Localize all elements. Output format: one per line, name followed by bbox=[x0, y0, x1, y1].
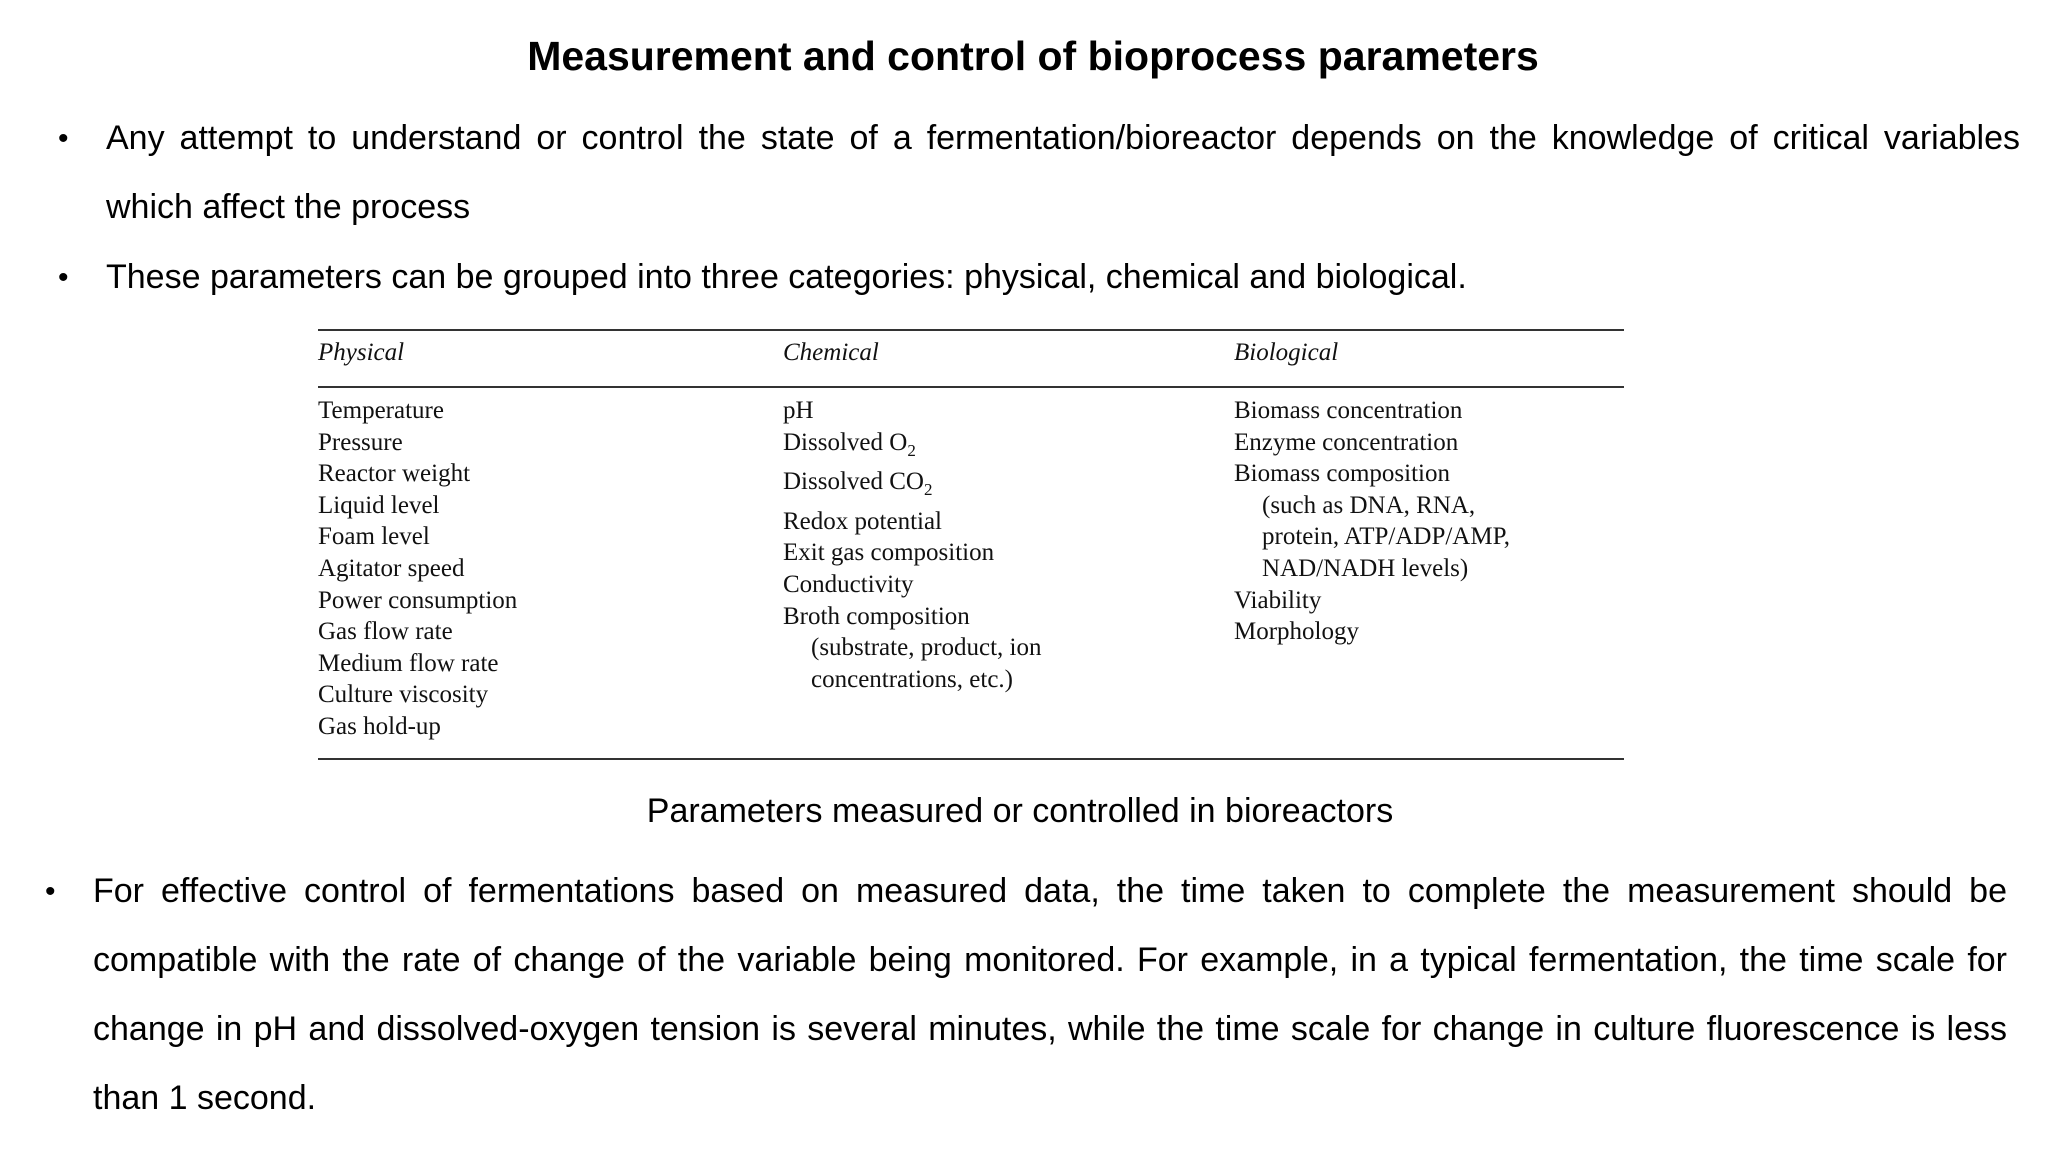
cell-text: Dissolved O bbox=[783, 428, 908, 456]
bullet-item bbox=[58, 243, 2020, 312]
table-cell: Reactor weight bbox=[318, 460, 471, 488]
subscript: 2 bbox=[907, 440, 916, 460]
header-biological: Biological bbox=[1234, 339, 1339, 366]
table-cell: Foam level bbox=[318, 523, 430, 551]
table-cell: Gas hold-up bbox=[318, 712, 441, 740]
table-cell: Exit gas composition bbox=[783, 539, 995, 567]
parameters-table bbox=[318, 329, 1624, 761]
table-cell bbox=[783, 466, 1042, 506]
bullet-dot-icon: • bbox=[58, 261, 69, 294]
table-cell bbox=[783, 427, 1042, 467]
table-cell: Medium flow rate bbox=[318, 649, 499, 677]
column-physical bbox=[318, 395, 517, 743]
table-cell: Power consumption bbox=[318, 586, 518, 614]
table-cell: Liquid level bbox=[318, 491, 440, 519]
table-cell: Biomass composition bbox=[1234, 460, 1450, 488]
table-cell: Biomass concentration bbox=[1234, 397, 1463, 424]
table-caption: Parameters measured or controlled in bioreactors bbox=[646, 792, 1394, 830]
bullet-text: Any attempt to understand or control the state of a fermentation/bioreactor depends on the knowledge of critical variables which affect the process bbox=[106, 119, 2020, 226]
table-bottom-rule bbox=[318, 758, 1624, 760]
column-biological bbox=[1234, 395, 1510, 648]
bullet-item bbox=[45, 857, 2007, 1133]
bullet-item bbox=[58, 104, 2020, 242]
bullet-text: These parameters can be grouped into three categories: physical, chemical and biological. bbox=[106, 258, 1467, 296]
table-cell: Enzyme concentration bbox=[1234, 428, 1459, 456]
table-cell: Temperature bbox=[318, 397, 444, 424]
bullet-text: For effective control of fermentations based on measured data, the time taken to complete the measurement should be compatible with the rate of change of the variable being monitored. For example, in a typical fermentation, the time scale for change in pH and dissolved-oxygen tension is several minutes, while the time scale for change in culture fluorescence is less than 1 second. bbox=[93, 872, 2007, 1117]
header-chemical: Chemical bbox=[783, 339, 879, 366]
table-cell: Gas flow rate bbox=[318, 618, 453, 646]
table-cell: (such as DNA, RNA, bbox=[1262, 491, 1476, 519]
table-cell: NAD/NADH levels) bbox=[1262, 554, 1469, 582]
subscript: 2 bbox=[923, 480, 933, 500]
table-cell: Agitator speed bbox=[318, 554, 465, 582]
table-cell: Broth composition bbox=[783, 602, 970, 630]
column-chemical bbox=[783, 395, 1042, 695]
table-cell: pH bbox=[783, 397, 814, 424]
cell-text: Dissolved CO bbox=[783, 468, 924, 496]
table-cell: protein, ATP/ADP/AMP, bbox=[1262, 523, 1510, 551]
table-cell: Pressure bbox=[318, 428, 403, 456]
table-cell: Morphology bbox=[1234, 618, 1359, 646]
table-header-rule bbox=[318, 386, 1624, 388]
table-cell: Conductivity bbox=[783, 570, 914, 598]
table-cell: (substrate, product, ion bbox=[811, 634, 1042, 662]
table-cell: Viability bbox=[1234, 586, 1322, 614]
bullet-dot-icon: • bbox=[58, 122, 69, 155]
bullet-dot-icon: • bbox=[45, 875, 56, 908]
table-cell: concentrations, etc.) bbox=[811, 665, 1013, 693]
table-top-rule bbox=[318, 329, 1624, 331]
slide-title: Measurement and control of bioprocess parameters bbox=[527, 33, 1539, 79]
table-cell: Redox potential bbox=[783, 507, 942, 535]
table-cell: Culture viscosity bbox=[318, 681, 489, 709]
header-physical: Physical bbox=[318, 339, 405, 366]
